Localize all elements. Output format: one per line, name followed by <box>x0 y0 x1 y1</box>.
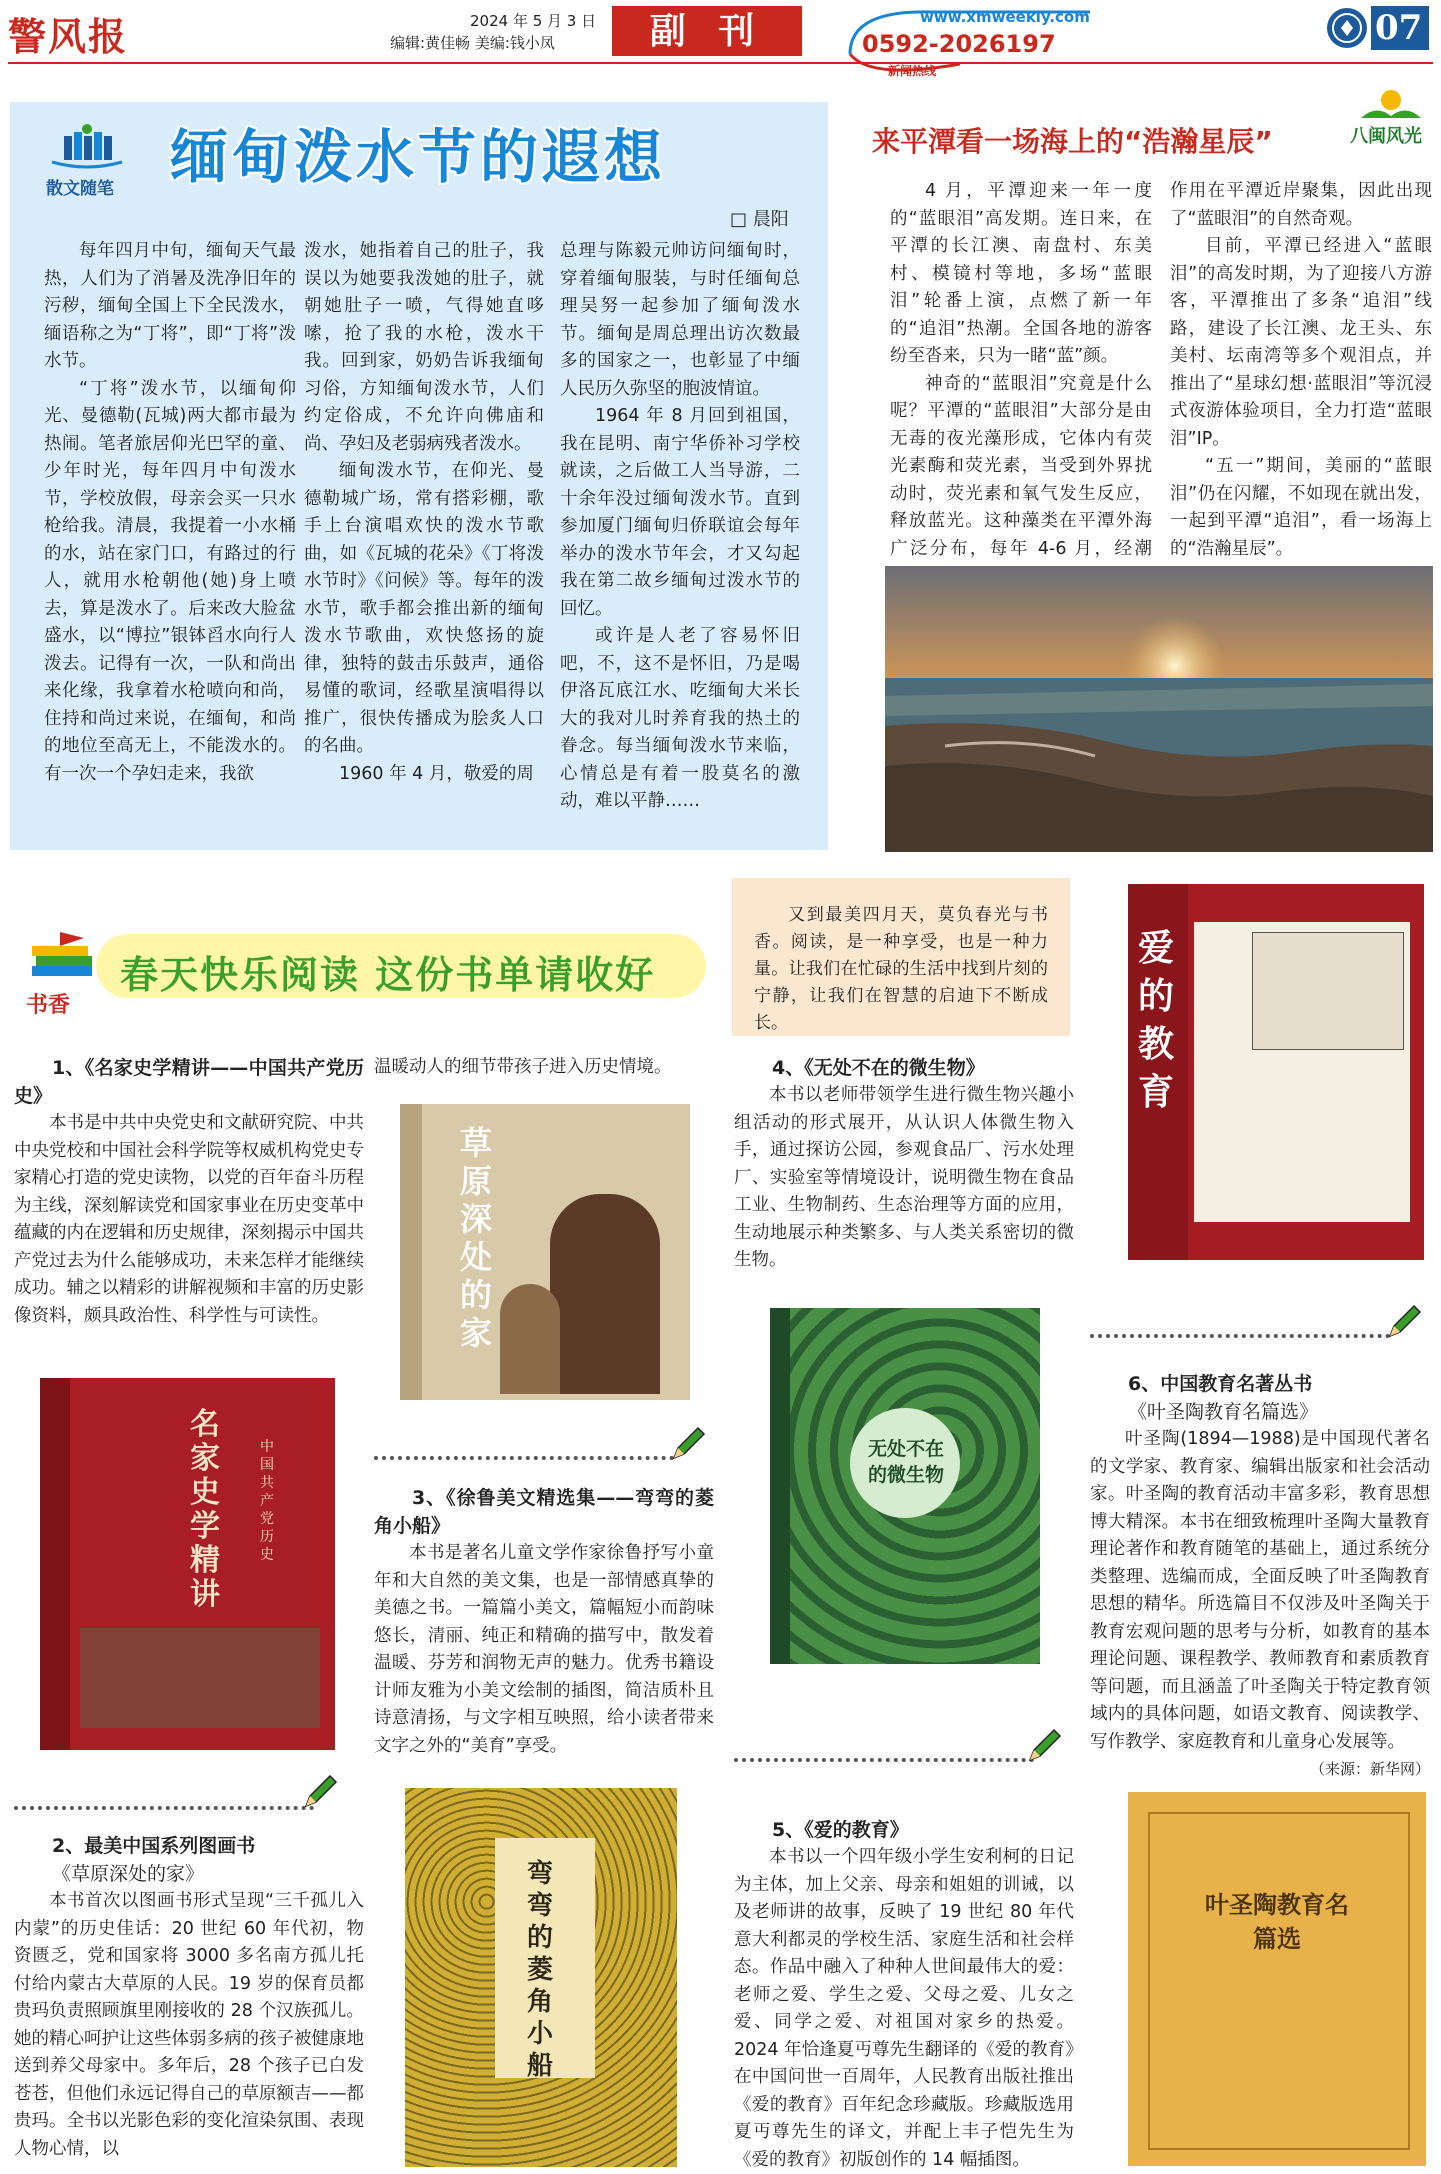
paragraph: 每年四月中旬，缅甸天气最热，人们为了消暑及洗净旧年的污秽，缅甸全国上下全民泼水，缅语称之为“丁将”，即“丁将”泼水节。 <box>44 241 296 371</box>
sunset-sea-photo <box>885 566 1433 852</box>
book2-entry <box>14 1832 364 2163</box>
essay-section-badge <box>42 122 132 198</box>
paragraph: 作用在平潭近岸聚集，因此出现了“蓝眼泪”的自然奇观。 <box>1170 181 1432 229</box>
book3-cover-title: 弯弯的菱角小船 <box>527 1859 554 2081</box>
page-number: 07 <box>1375 8 1423 48</box>
book2-description-cont: 温暖动人的细节带孩子进入历史情境。 <box>374 1057 672 1077</box>
regional-section-label: 八闽风光 <box>1350 126 1422 147</box>
article3-source: （来源：新华网） <box>1309 1760 1430 1778</box>
book1-description: 本书是中共中央党史和文献研究院、中共中央党校和中国社会科学院等权威机构党史专家精心打造的党史读物，以党的百年奋斗历程为主线，深刻解读党和国家事业在历史变革中蕴藏的内在逻辑和历史规律，深刻揭示中国共产党过去为什么能够成功，未来怎样才能继续成功。辅之以精彩的讲解视频和丰富的历史影像资料，颇具政治性、科学性与可读性。 <box>14 1113 364 1326</box>
book4-cover <box>770 1308 1040 1664</box>
phone-number: 0592-2026197 <box>862 30 1056 58</box>
separator <box>734 1758 1034 1762</box>
pencil-icon <box>300 1772 340 1812</box>
book6-title: 《叶圣陶教育名篇选》 <box>1128 1401 1319 1423</box>
pencil-icon <box>1024 1726 1064 1766</box>
article2-column-2 <box>1170 178 1432 591</box>
book6-label: 6、中国教育名著丛书 <box>1128 1373 1313 1395</box>
pencil-icon <box>1384 1302 1424 1342</box>
sunset-sea-image <box>885 566 1433 852</box>
paragraph: “丁将”泼水节，以缅甸仰光、曼德勒(瓦城)两大都市最为热闹。笔者旅居仰光巴罕的童、少年时光，每年四月中旬泼水节，学校放假，母亲会买一只水枪给我。清晨，我提着一小水桶的水，站在家门口，有路过的行人，就用水枪朝他(她)身上喷去，算是泼水了。后来改大脸盆盛水，以“博拉”银钵舀水向行人泼去。记得有一次，一队和尚出来化缘，我拿着水枪喷向和尚，住持和尚过来说，在缅甸，和尚的地位至高无上，不能泼水的。有一次一个孕妇走来，我欲 <box>44 378 296 784</box>
book2-description: 本书首次以图画书形式呈现“三千孤儿入内蒙”的历史佳话：20 世纪 60 年代初，物资匮乏，党和国家将 3000 多名南方孤儿托付给内蒙古大草原的人民。19 岁的保育员都贵玛负责照顾旗里刚接收的 28 个汉族孤儿。她的精心呵护让这些体弱多病的孩子被健康地送到养父母家中。多年后，28 个孩子已白发苍苍，但他们永远记得自己的草原额吉——都贵玛。全书以光影色彩的变化渲染氛围、表现人物心情，以 <box>14 1891 364 2159</box>
page-number-badge <box>1325 6 1429 50</box>
issue-info <box>390 10 596 54</box>
book2-cover-title: 草原深处的家 <box>460 1124 493 1352</box>
book2-cover <box>400 1104 690 1400</box>
book1-cover <box>40 1378 335 1750</box>
book3-description: 本书是著名儿童文学作家徐鲁抒写小童年和大自然的美文集，也是一部情感真挚的美德之书。一篇篇小美文，篇幅短小而韵味悠长，清丽、纯正和精确的描写中，散发着温暖、芬芳和润物无声的魅力。优秀书籍设计师友雅为小美文绘制的插图，简洁质朴且诗意清扬，与文字相互映照，给小读者带来文字之外的“美育”享受。 <box>374 1543 714 1756</box>
book1-cover-title: 名家史学精讲 <box>190 1407 220 1612</box>
article1-column-2 <box>304 238 544 788</box>
book4-cover-title: 无处不在的微生物 <box>867 1438 944 1486</box>
book4-entry <box>734 1054 1074 1275</box>
paragraph: 神奇的“蓝眼泪”究竟是什么呢？平潭的“蓝眼泪”大部分是由无毒的夜光藻形成，它体内有荧光素酶和荧光素，当受到外界扰动时，荧光素和氧气发生反应，释放蓝光。这种藻类在平潭外海广泛分布，每年 4-6 月，经潮 <box>890 373 1152 559</box>
article1-column-1 <box>44 238 296 788</box>
issue-date: 2024 年 5 月 3 日 <box>470 12 597 30</box>
book2-entry-cont <box>374 1054 714 1082</box>
section-banner: 副 刊 <box>612 6 802 56</box>
book4-title: 4、《无处不在的微生物》 <box>772 1057 985 1079</box>
paragraph: 目前，平潭已经进入“蓝眼泪”的高发时期，为了迎接八方游客，平潭推出了多条“追泪”线路，建设了长江澳、龙王头、东美村、坛南湾等多个观泪点，并推出了“星球幻想·蓝眼泪”等沉浸式夜游体验项目，全力打造“蓝眼泪”IP。 <box>1170 236 1432 449</box>
book5-cover-title: 爱的教育 <box>1138 927 1175 1113</box>
paragraph: 或许是人老了容易怀旧吧，不，这不是怀旧，乃是喝伊洛瓦底江水、吃缅甸大米长大的我对儿时养育我的热土的眷念。每当缅甸泼水节来临，心情总是有着一股莫名的激动，难以平静…… <box>560 626 800 811</box>
book3-entry <box>374 1484 714 1760</box>
book5-entry <box>734 1816 1074 2174</box>
paragraph: 4 月，平潭迎来一年一度的“蓝眼泪”高发期。连日来，在平潭的长江澳、南盘村、东美村、模镜村等地，多场“蓝眼泪”轮番上演，点燃了新一年的“追泪”热潮。全国各地的游客纷至沓来，只为一睹“蓝”颜。 <box>890 181 1152 366</box>
book6-description: 叶圣陶(1894—1988)是中国现代著名的文学家、教育家、编辑出版家和社会活动家。叶圣陶的教育活动丰富多彩，教育思想博大精深。本书在细致梳理叶圣陶大量教育理论著作和教育随笔的基础上，通过系统分类整理、选编而成，全面反映了叶圣陶教育思想的精华。所选篇目不仅涉及叶圣陶关于教育宏观问题的思考与分析，如教育的基本理论问题、课程教学、教师教育和素质教育等问题，而且涵盖了叶圣陶关于特定教育领域内的具体问题，如语文教育、阅读教学、写作教学、家庭教育和儿童身心发展等。 <box>1090 1429 1430 1752</box>
sun-landscape-icon <box>1356 86 1426 122</box>
books-section-label: 书香 <box>26 993 71 1018</box>
article2-title: 来平潭看一场海上的“浩瀚星辰” <box>872 125 1273 158</box>
separator <box>1090 1334 1390 1338</box>
article1-column-3 <box>560 238 800 816</box>
pencil-icon <box>668 1424 708 1464</box>
book5-title: 5、《爱的教育》 <box>772 1819 909 1841</box>
emblem-icon <box>1325 6 1371 50</box>
book5-cover <box>1128 884 1424 1260</box>
paragraph: 1964 年 8 月回到祖国，我在昆明、南宁华侨补习学校就读，之后做工人当导游，二十余年没过缅甸泼水节。直到参加厦门缅甸归侨联谊会每年举办的泼水节年会，才又勾起我在第二故乡缅甸过泼水节的回忆。 <box>560 406 800 619</box>
separator <box>374 1456 674 1460</box>
issue-editors: 编辑:黄佳畅 美编:钱小凤 <box>390 34 555 52</box>
book6-cover <box>1128 1792 1426 2166</box>
paragraph: “五一”期间，美丽的“蓝眼泪”仍在闪耀，不如现在就出发，一起到平潭“追泪”，看一场海上的“浩瀚星辰”。 <box>1170 456 1432 559</box>
paragraph: 总理与陈毅元帅访问缅甸时，穿着缅甸服装，与时任缅甸总理吴努一起参加了缅甸泼水节。缅甸是周总理出访次数最多的国家之一，也彰显了中缅人民历久弥坚的胞波情谊。 <box>560 241 800 399</box>
reading-quote: 又到最美四月天，莫负春光与书香。阅读，是一种享受，也是一种力量。让我们在忙碌的生活中找到片刻的宁静，让我们在智慧的启迪下不断成长。 <box>754 905 1048 1033</box>
book1-title: 1、《名家史学精讲——中国共产党历史》 <box>14 1057 364 1107</box>
book2-label: 2、最美中国系列图画书 <box>52 1835 256 1857</box>
paragraph: 泼水，她指着自己的肚子，我误以为她要我泼她的肚子，就朝她肚子一喷，气得她直哆嗦，抢了我的水枪，泼水干我。回到家，奶奶告诉我缅甸习俗，方知缅甸泼水节，人们约定俗成，不允许向佛庙和尚、孕妇及老弱病残者泼水。 <box>304 241 544 454</box>
book6-cover-title: 叶圣陶教育名篇选 <box>1205 1890 1349 1953</box>
paragraph: 1960 年 4 月，敬爱的周 <box>339 763 534 784</box>
book3-cover <box>405 1788 677 2167</box>
regional-section-badge <box>1356 86 1426 122</box>
book4-description: 本书以老师带领学生进行微生物兴趣小组活动的形式展开，从认识人体微生物入手，通过探访公园，参观食品厂、污水处理厂、实验室等情境设计，说明微生物在食品工业、生物制药、生态治理等方面的应用，生动地展示种类繁多、与人类关系密切的微生物。 <box>734 1085 1074 1270</box>
book2-title: 《草原深处的家》 <box>52 1863 205 1885</box>
reading-quote-box <box>732 878 1070 1036</box>
article1-author: □ 晨阳 <box>730 209 789 230</box>
book1-entry <box>14 1054 364 1330</box>
hotline-label: 新闻热线 <box>888 64 937 78</box>
book5-description: 本书以一个四年级小学生安利柯的日记为主体，加上父亲、母亲和姐姐的训诫，以及老师讲的故事，反映了 19 世纪 80 年代意大利都灵的学校生活、家庭生活和社会样态。作品中融入了种种人世间最伟大的爱：老师之爱、学生之爱、父母之爱、儿女之爱、同学之爱、对祖国对家乡的热爱。2024 年恰逢夏丏尊先生翻译的《爱的教育》在中国问世一百周年，人民教育出版社推出《爱的教育》百年纪念珍藏版。珍藏版选用夏丏尊先生的译文，并配上丰子恺先生为《爱的教育》初版创作的 14 幅插图。 <box>734 1847 1074 2170</box>
book6-entry <box>1090 1370 1430 1784</box>
book1-cover-subtitle: 中国共产党历史 <box>260 1439 274 1563</box>
article3-title: 春天快乐阅读 这份书单请收好 <box>120 953 656 997</box>
masthead-logo: 警风报 <box>8 14 129 59</box>
hotline-block <box>840 2 1100 82</box>
article1-title: 缅甸泼水节的遐想 <box>170 123 667 191</box>
book-stack-icon <box>42 122 132 172</box>
essay-section-label: 散文随笔 <box>46 179 114 199</box>
article2-column-1 <box>890 178 1152 591</box>
paragraph: 缅甸泼水节，在仰光、曼德勒城广场，常有搭彩棚，歌手上台演唱欢快的泼水节歌曲，如《瓦城的花朵》《丁将泼水节时》《问候》等。每年的泼水节，歌手都会推出新的缅甸泼水节歌曲，欢快悠扬的旋律，独特的鼓击乐鼓声，通俗易懂的歌词，经歌星演唱得以推广，很快传播成为脍炙人口的名曲。 <box>304 461 544 756</box>
header-divider <box>8 62 1433 64</box>
website-link[interactable]: www.xmweekly.com <box>920 8 1090 26</box>
separator <box>14 1806 314 1810</box>
book3-title: 3、《徐鲁美文精选集——弯弯的菱角小船》 <box>374 1487 714 1537</box>
